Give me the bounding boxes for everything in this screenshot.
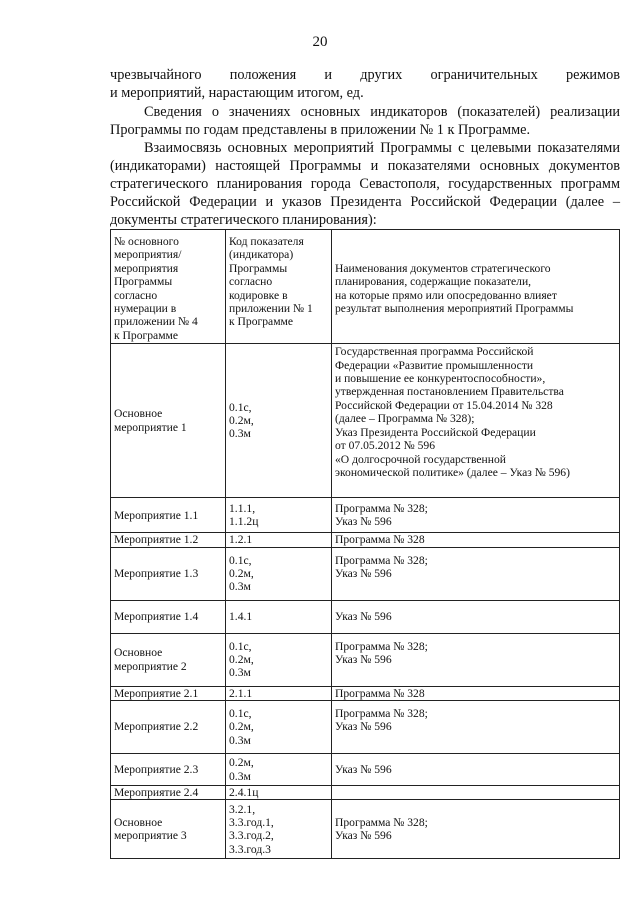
table-row	[111, 547, 620, 600]
activity-cell: Мероприятие 1.1	[111, 498, 226, 533]
codes-cell: 1.1.1, 1.1.2ц	[226, 498, 332, 533]
activity-cell: Мероприятие 2.3	[111, 754, 226, 786]
table-row	[111, 344, 620, 498]
table-row	[111, 533, 620, 547]
activity-cell: Мероприятие 1.4	[111, 600, 226, 633]
table-header-row	[111, 230, 620, 344]
table-row	[111, 786, 620, 800]
documents-cell: Программа № 328; Указ № 596	[332, 800, 620, 859]
header-activity-number: № основного мероприятия/ мероприятия Программы согласно нумерации в приложении № 4 к Программе	[111, 230, 226, 344]
activity-cell: Мероприятие 2.2	[111, 701, 226, 754]
activity-cell: Основное мероприятие 3	[111, 800, 226, 859]
activity-cell: Основное мероприятие 1	[111, 344, 226, 498]
paragraph-interrelation: Взаимосвязь основных мероприятий Программы с целевыми показателями (индикаторами) настоящей Программы и показателями основных документов стратегического планирования города Севастополя, государственных программ Российской Федерации и указов Президента Российской Федерации (далее – документы стратегического планирования):	[110, 140, 620, 228]
activity-cell: Мероприятие 2.4	[111, 786, 226, 800]
table-row	[111, 633, 620, 686]
documents-cell: Программа № 328	[332, 686, 620, 700]
activity-cell: Основное мероприятие 2	[111, 633, 226, 686]
codes-cell: 2.1.1	[226, 686, 332, 700]
paragraph-line: и мероприятий, нарастающим итогом, ед.	[110, 85, 364, 101]
codes-cell: 0.1с, 0.2м, 0.3м	[226, 344, 332, 498]
activities-indicators-table	[110, 229, 620, 859]
documents-cell	[332, 786, 620, 800]
codes-cell: 0.1с, 0.2м, 0.3м	[226, 633, 332, 686]
activity-cell: Мероприятие 2.1	[111, 686, 226, 700]
codes-cell: 3.2.1, 3.3.год.1, 3.3.год.2, 3.3.год.3	[226, 800, 332, 859]
paragraph-line: чрезвычайного положения и других ограничительных режимов	[110, 67, 620, 83]
documents-cell: Программа № 328	[332, 533, 620, 547]
table-row	[111, 800, 620, 859]
table-row	[111, 600, 620, 633]
activity-cell: Мероприятие 1.2	[111, 533, 226, 547]
documents-cell: Программа № 328; Указ № 596	[332, 633, 620, 686]
documents-cell: Программа № 328; Указ № 596	[332, 701, 620, 754]
table-row	[111, 686, 620, 700]
header-strategic-documents: Наименования документов стратегического планирования, содержащие показатели, на которые прямо или опосредованно влияет результат выполнения мероприятий Программы	[332, 230, 620, 344]
codes-cell: 0.1с, 0.2м, 0.3м	[226, 547, 332, 600]
paragraph-indicators-reference: Сведения о значениях основных индикаторов (показателей) реализации Программы по годам представлены в приложении № 1 к Программе.	[110, 104, 620, 138]
codes-cell: 1.2.1	[226, 533, 332, 547]
page-number: 20	[312, 34, 328, 50]
codes-cell: 0.1с, 0.2м, 0.3м	[226, 701, 332, 754]
codes-cell: 2.4.1ц	[226, 786, 332, 800]
table-row	[111, 754, 620, 786]
documents-cell: Программа № 328; Указ № 596	[332, 498, 620, 533]
documents-cell: Программа № 328; Указ № 596	[332, 547, 620, 600]
activity-cell: Мероприятие 1.3	[111, 547, 226, 600]
table-row	[111, 498, 620, 533]
documents-cell: Государственная программа Российской Федерации «Развитие промышленности и повышение ее конкурентоспособности», утвержденная постановлением Правительства Российской Федерации от 15.04.2014 № 328 (далее – Программа № 328); Указ Президента Российской Федерации от 07.05.2012 № 596 «О долгосрочной государственной экономической политике» (далее – Указ № 596)	[332, 344, 620, 498]
codes-cell: 1.4.1	[226, 600, 332, 633]
table-row	[111, 701, 620, 754]
paragraph-continuation	[110, 66, 620, 102]
codes-cell: 0.2м, 0.3м	[226, 754, 332, 786]
documents-cell: Указ № 596	[332, 600, 620, 633]
documents-cell: Указ № 596	[332, 754, 620, 786]
header-indicator-code: Код показателя (индикатора) Программы согласно кодировке в приложении № 1 к Программе	[226, 230, 332, 344]
